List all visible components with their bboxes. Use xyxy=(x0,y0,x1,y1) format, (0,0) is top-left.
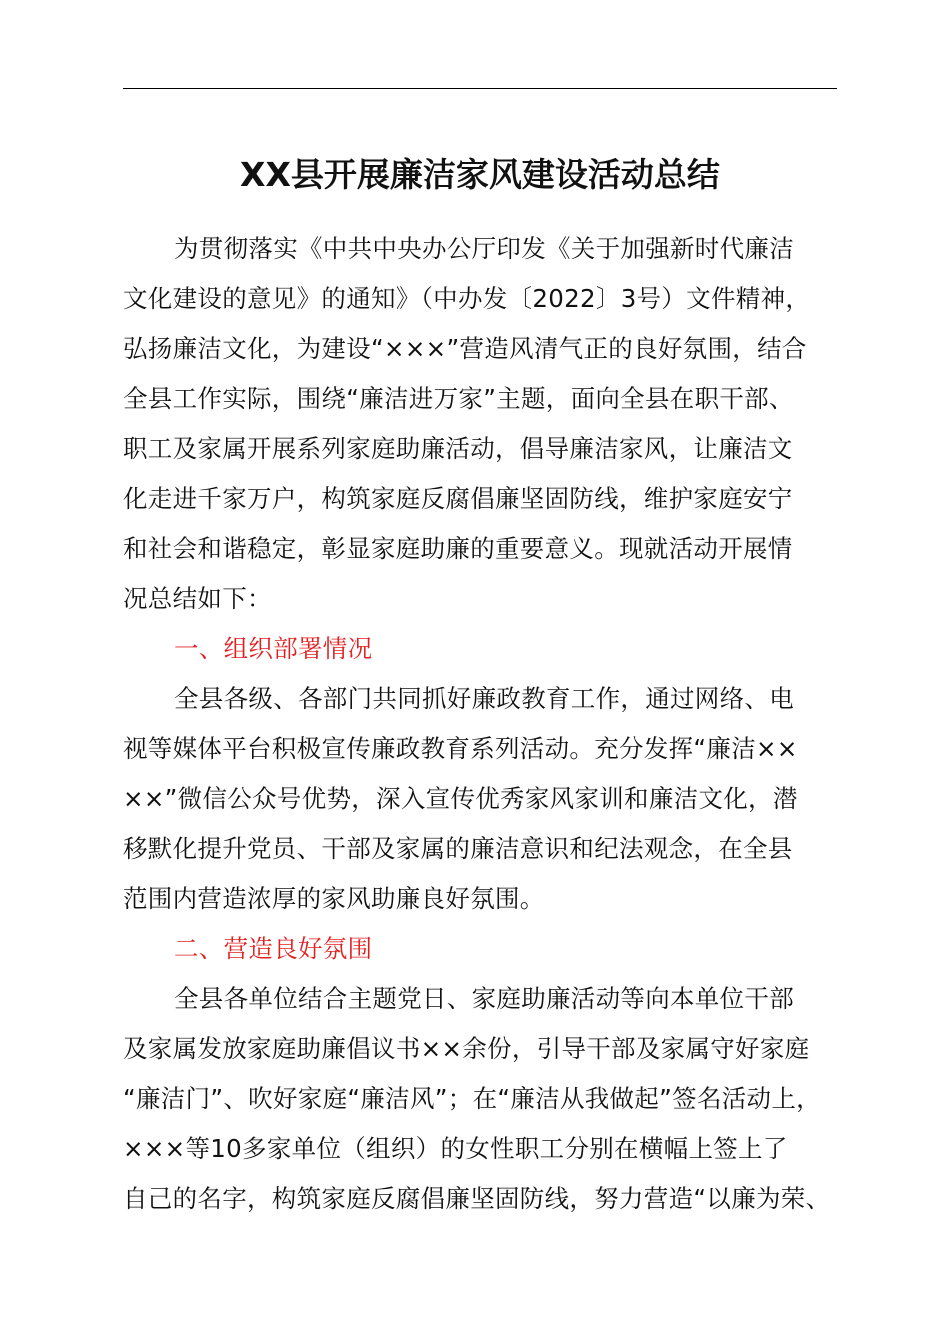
paragraph-3-line-3: “廉洁门”、吹好家庭“廉洁风”；在“廉洁从我做起”签名活动上， xyxy=(123,1084,821,1113)
paragraph-2-line-4: 移默化提升党员、干部及家属的廉洁意识和纪法观念，在全县 xyxy=(123,834,793,863)
document-title: XX县开展廉洁家风建设活动总结 xyxy=(240,155,720,194)
paragraph-2-line-1: 全县各级、各部门共同抓好廉政教育工作，通过网络、电 xyxy=(174,684,794,713)
paragraph-3-line-5: 自己的名字，构筑家庭反腐倡廉坚固防线，努力营造“以廉为荣、 xyxy=(123,1184,831,1213)
paragraph-3-line-2: 及家属发放家庭助廉倡议书××余份，引导干部及家属守好家庭 xyxy=(123,1034,810,1063)
paragraph-3-line-4: ×××等10多家单位（组织）的女性职工分别在横幅上签上了 xyxy=(123,1134,788,1163)
section-1-heading: 一、组织部署情况 xyxy=(174,634,373,663)
header-rule xyxy=(123,88,837,89)
paragraph-2-line-2: 视等媒体平台积极宣传廉政教育系列活动。充分发挥“廉洁×× xyxy=(123,734,798,763)
paragraph-1-line-7: 和社会和谐稳定，彰显家庭助廉的重要意义。现就活动开展情 xyxy=(123,534,793,563)
paragraph-1-line-4: 全县工作实际，围绕“廉洁进万家”主题，面向全县在职干部、 xyxy=(123,384,794,413)
paragraph-1-line-2: 文化建设的意见》的通知》（中办发〔2022〕3号）文件精神， xyxy=(123,284,811,313)
paragraph-1-line-8: 况总结如下： xyxy=(123,584,272,613)
paragraph-1-line-1: 为贯彻落实《中共中央办公厅印发《关于加强新时代廉洁 xyxy=(174,234,794,263)
paragraph-1-line-6: 化走进千家万户，构筑家庭反腐倡廉坚固防线，维护家庭安宁 xyxy=(123,484,793,513)
paragraph-1-line-3: 弘扬廉洁文化，为建设“×××”营造风清气正的良好氛围，结合 xyxy=(123,334,807,363)
paragraph-2-line-5: 范围内营造浓厚的家风助廉良好氛围。 xyxy=(123,884,545,913)
section-2-heading: 二、营造良好氛围 xyxy=(174,934,373,963)
paragraph-1-line-5: 职工及家属开展系列家庭助廉活动，倡导廉洁家风，让廉洁文 xyxy=(123,434,793,463)
paragraph-2-line-3: ××”微信公众号优势，深入宣传优秀家风家训和廉洁文化，潜 xyxy=(123,784,798,813)
paragraph-3-line-1: 全县各单位结合主题党日、家庭助廉活动等向本单位干部 xyxy=(174,984,794,1013)
